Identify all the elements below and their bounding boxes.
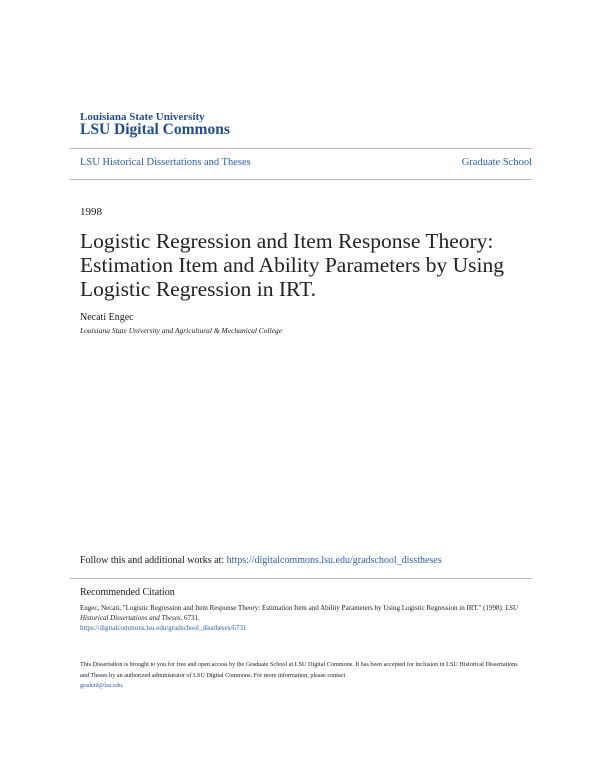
citation-series: LSU Historical Dissertations and Theses	[80, 604, 518, 622]
notice-text: This Dissertation is brought to you for free and open access by the Graduate School at LSU Digital Commons. It has been accepted for inclusion in LSU Historical Dissertations and Theses by an authorized administrator of LSU Digital Commons. For more information, please contact	[80, 661, 518, 679]
paper-title: Logistic Regression and Item Response Theory: Estimation Item and Ability Parameters by Using Logistic Regression in IRT.	[80, 229, 504, 301]
notice-end: .	[121, 682, 124, 689]
graduate-school-link[interactable]: Graduate School	[461, 157, 532, 168]
author-name: Necati Engec	[80, 312, 134, 323]
citation-text	[80, 603, 525, 633]
collection-link[interactable]: LSU Historical Dissertations and Theses	[80, 157, 251, 168]
top-divider	[70, 148, 532, 149]
author-affiliation: Louisiana State University and Agricultural & Mechanical College	[80, 326, 283, 335]
nav-divider	[70, 179, 532, 180]
collection-url-link[interactable]: https://digitalcommons.lsu.edu/gradschool_disstheses	[226, 555, 442, 566]
citation-url-link[interactable]: https://digitalcommons.lsu.edu/gradschool_disstheses/6731	[80, 624, 247, 632]
follow-line	[80, 555, 442, 566]
citation-body: Engec, Necati, "Logistic Regression and Item Response Theory: Estimation Item and Ability Parameters by Using Logistic Regression in IRT." (1998).	[80, 604, 506, 612]
citation-number: . 6731.	[180, 614, 200, 622]
contact-email-link[interactable]: gradetd@lsu.edu	[80, 682, 122, 689]
access-notice	[80, 660, 525, 692]
publication-year: 1998	[80, 206, 102, 218]
follow-label: Follow this and additional works at:	[80, 555, 227, 566]
institution-name: Louisiana State University	[80, 111, 205, 123]
citation-divider	[70, 578, 532, 579]
repository-name[interactable]: LSU Digital Commons	[80, 121, 230, 138]
citation-heading: Recommended Citation	[80, 587, 175, 598]
